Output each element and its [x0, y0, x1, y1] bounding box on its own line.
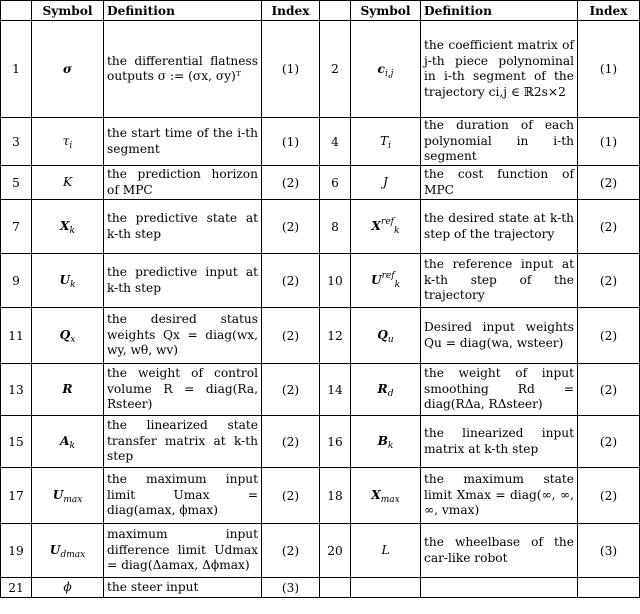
- row-number-left: 1: [1, 21, 32, 118]
- definition-right: the desired state at k-th step of the trajectory: [421, 200, 578, 254]
- symbol-left: [32, 416, 104, 468]
- symbol-right: [351, 200, 421, 254]
- index-left: (3): [262, 578, 320, 598]
- symbol-left: [32, 468, 104, 524]
- symbol-subscript: i: [69, 141, 73, 151]
- index-right: (2): [578, 416, 640, 468]
- index-right: (2): [578, 254, 640, 308]
- index-left: (2): [262, 416, 320, 468]
- header-row: [1, 1, 640, 21]
- definition-right: Desired input weights Qu = diag(wa, wsteer): [421, 308, 578, 364]
- table-row: [1, 254, 640, 308]
- definition-right: [421, 578, 578, 598]
- symbol-left: [32, 118, 104, 166]
- index-right: (1): [578, 118, 640, 166]
- symbol-left: [32, 578, 104, 598]
- symbol-right: [351, 578, 421, 598]
- header-num-left: [1, 1, 32, 21]
- row-number-right: 6: [320, 166, 351, 200]
- table-row: [1, 21, 640, 118]
- symbol-subscript: x: [70, 335, 76, 345]
- definition-left: the linearized state transfer matrix at k-th step: [104, 416, 262, 468]
- symbol-subscript: u: [387, 335, 394, 345]
- table-row: [1, 578, 640, 598]
- header-definition-left: Definition: [104, 1, 262, 21]
- symbol-main: X: [60, 219, 70, 233]
- index-right: (1): [578, 21, 640, 118]
- definition-left: the weight of control volume R = diag(Ra, Rsteer): [104, 364, 262, 416]
- index-right: (2): [578, 308, 640, 364]
- definition-right: the weight of input smoothing Rd = diag(RΔa, RΔsteer): [421, 364, 578, 416]
- symbol-main: U: [59, 273, 71, 287]
- row-number-right: 10: [320, 254, 351, 308]
- table-row: [1, 166, 640, 200]
- symbol-subscript: i: [388, 141, 392, 151]
- row-number-left: 3: [1, 118, 32, 166]
- symbol-main: Q: [59, 328, 71, 342]
- definition-right: the duration of each polynomial in i-th segment: [421, 118, 578, 166]
- index-right: (2): [578, 364, 640, 416]
- symbol-main: X: [371, 488, 381, 502]
- row-number-left: 15: [1, 416, 32, 468]
- definition-right: the linearized input matrix at k-th step: [421, 416, 578, 468]
- symbol-subscript: max: [380, 495, 400, 505]
- index-left: (2): [262, 200, 320, 254]
- symbol-right: [351, 166, 421, 200]
- definition-left: the predictive state at k-th step: [104, 200, 262, 254]
- index-left: (2): [262, 364, 320, 416]
- table-row: [1, 118, 640, 166]
- definition-left: the steer input: [104, 578, 262, 598]
- symbol-main: K: [62, 175, 73, 189]
- symbol-main: T: [379, 134, 389, 148]
- table-row: [1, 308, 640, 364]
- row-number-left: 13: [1, 364, 32, 416]
- table-row: [1, 200, 640, 254]
- row-number-left: 5: [1, 166, 32, 200]
- definition-left: the maximum input limit Umax = diag(amax, ϕmax): [104, 468, 262, 524]
- symbol-main: U: [370, 273, 382, 287]
- symbol-right: [351, 254, 421, 308]
- symbol-main: σ: [63, 61, 72, 76]
- symbol-right: [351, 364, 421, 416]
- row-number-right: 14: [320, 364, 351, 416]
- index-right: (3): [578, 524, 640, 578]
- table-row: [1, 364, 640, 416]
- definition-right: the reference input at k-th step of the trajectory: [421, 254, 578, 308]
- symbol-main: B: [377, 434, 388, 448]
- definition-right: the wheelbase of the car-like robot: [421, 524, 578, 578]
- definition-left: the differential flatness outputs σ := (σx, σy)ᵀ: [104, 21, 262, 118]
- symbol-main: U: [52, 488, 64, 502]
- symbol-left: [32, 364, 104, 416]
- symbol-main: R: [62, 382, 73, 396]
- row-number-left: 17: [1, 468, 32, 524]
- symbol-right: [351, 416, 421, 468]
- row-number-right: 16: [320, 416, 351, 468]
- symbol-main: L: [381, 543, 390, 557]
- symbol-subscript: i,j: [384, 68, 394, 79]
- index-right: [578, 578, 640, 598]
- definition-left: the prediction horizon of MPC: [104, 166, 262, 200]
- symbol-left: [32, 254, 104, 308]
- definition-right: the cost function of MPC: [421, 166, 578, 200]
- index-left: (2): [262, 166, 320, 200]
- symbol-right: [351, 118, 421, 166]
- symbol-left: [32, 524, 104, 578]
- header-index-left: Index: [262, 1, 320, 21]
- table-row: [1, 524, 640, 578]
- symbol-main: A: [60, 434, 70, 448]
- symbol-subscript: k: [387, 441, 394, 451]
- symbol-left: [32, 166, 104, 200]
- symbol-subscript: dmax: [60, 550, 86, 560]
- index-left: (1): [262, 21, 320, 118]
- row-number-right: 18: [320, 468, 351, 524]
- symbol-subscript: k: [70, 280, 76, 290]
- row-number-right: 8: [320, 200, 351, 254]
- symbol-main: ϕ: [63, 580, 72, 594]
- symbol-main: U: [49, 543, 61, 557]
- symbol-subscript: k: [393, 226, 400, 236]
- table-row: [1, 468, 640, 524]
- definition-left: the start time of the i-th segment: [104, 118, 262, 166]
- row-number-left: 11: [1, 308, 32, 364]
- header-definition-right: Definition: [421, 1, 578, 21]
- symbol-main: τ: [62, 134, 70, 148]
- index-left: (2): [262, 308, 320, 364]
- row-number-right: 2: [320, 21, 351, 118]
- header-symbol-right: Symbol: [351, 1, 421, 21]
- row-number-right: [320, 578, 351, 598]
- symbol-right: [351, 524, 421, 578]
- index-left: (2): [262, 254, 320, 308]
- symbol-subscript: k: [69, 226, 75, 236]
- symbol-superscript: ref: [381, 271, 395, 281]
- row-number-right: 4: [320, 118, 351, 166]
- header-num-right: [320, 1, 351, 21]
- header-symbol-left: Symbol: [32, 1, 104, 21]
- row-number-left: 7: [1, 200, 32, 254]
- definition-left: maximum input difference limit Udmax = diag(Δamax, Δϕmax): [104, 524, 262, 578]
- definition-right: the maximum state limit Xmax = diag(∞, ∞, ∞, vmax): [421, 468, 578, 524]
- definition-left: the predictive input at k-th step: [104, 254, 262, 308]
- row-number-right: 12: [320, 308, 351, 364]
- symbol-left: [32, 308, 104, 364]
- row-number-right: 20: [320, 524, 351, 578]
- definition-right: the coefficient matrix of j-th piece polynominal in i-th segment of the trajectory ci,j ∈ ℝ2s×2: [421, 21, 578, 118]
- symbol-main: R: [377, 382, 388, 396]
- index-left: (2): [262, 524, 320, 578]
- index-left: (2): [262, 468, 320, 524]
- index-right: (2): [578, 166, 640, 200]
- row-number-left: 9: [1, 254, 32, 308]
- symbol-subscript: k: [69, 441, 75, 451]
- symbol-superscript: ref: [381, 217, 394, 227]
- symbol-main: Q: [377, 328, 388, 342]
- symbol-subscript: k: [394, 280, 401, 290]
- symbol-right: [351, 21, 421, 118]
- definition-left: the desired status weights Qx = diag(wx, wy, wθ, wv): [104, 308, 262, 364]
- index-right: (2): [578, 200, 640, 254]
- symbol-right: [351, 308, 421, 364]
- symbol-subscript: max: [63, 495, 83, 505]
- header-index-right: Index: [578, 1, 640, 21]
- symbol-left: [32, 200, 104, 254]
- symbol-subscript: d: [387, 389, 394, 399]
- symbol-main: X: [371, 219, 382, 233]
- table-row: [1, 416, 640, 468]
- row-number-left: 21: [1, 578, 32, 598]
- index-right: (2): [578, 468, 640, 524]
- symbol-main: c: [377, 61, 385, 76]
- symbol-main: J: [383, 175, 388, 189]
- index-left: (1): [262, 118, 320, 166]
- row-number-left: 19: [1, 524, 32, 578]
- symbol-left: [32, 21, 104, 118]
- symbol-right: [351, 468, 421, 524]
